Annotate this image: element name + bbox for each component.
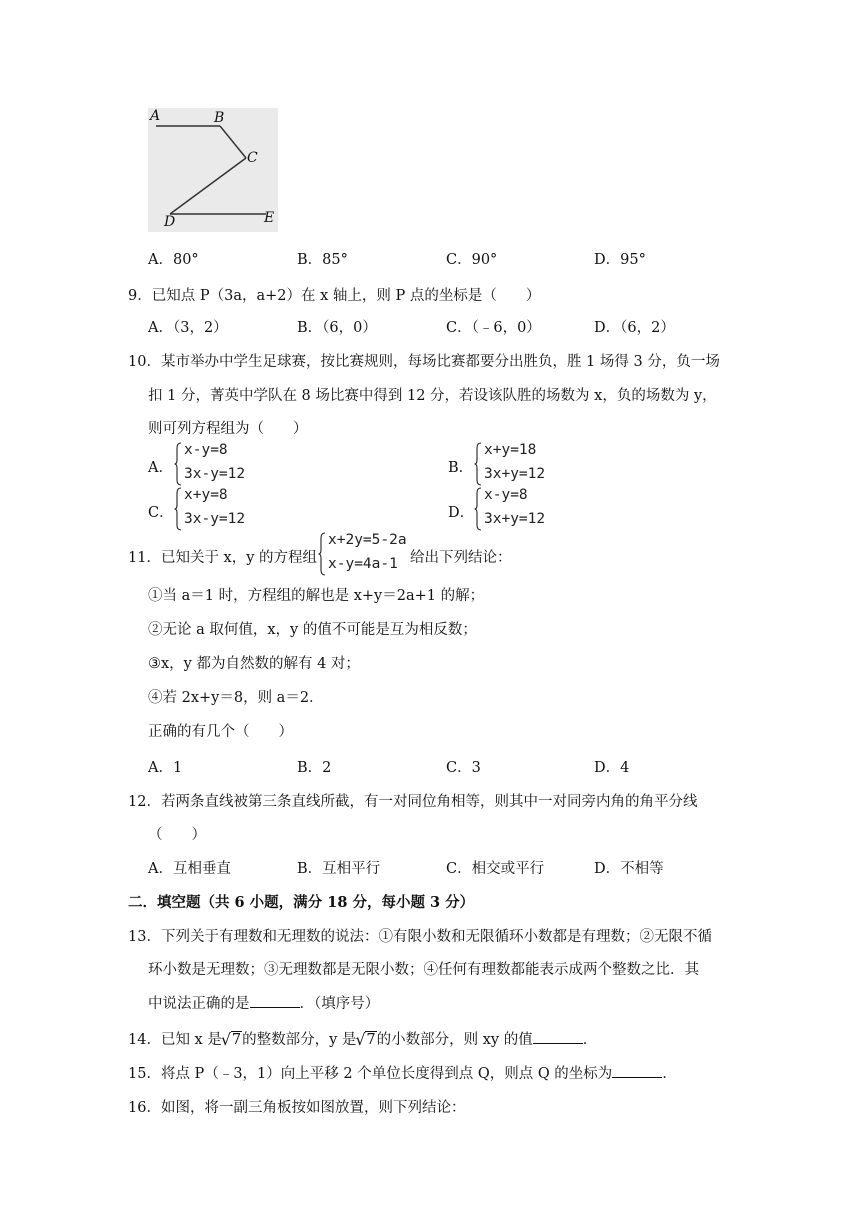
q12-line2: （ ）	[148, 827, 206, 843]
q8-option-b: B．85°	[297, 252, 348, 268]
q11-conclusion-4: ④若 2x+y＝8，则 a＝2．	[148, 690, 324, 706]
q10-option-c-label: C．	[148, 505, 174, 521]
label-A: A	[150, 108, 161, 124]
q14-text-d: ．	[582, 1032, 598, 1048]
equation: x+y=8	[184, 487, 228, 503]
q9-option-c: C．（﹣6，0）	[446, 320, 541, 336]
q9-option-b: B．（6，0）	[297, 320, 377, 336]
brace-icon	[318, 532, 326, 576]
brace-icon	[474, 442, 482, 486]
q11-option-b: B．2	[297, 760, 332, 776]
q10-option-c-system	[174, 487, 264, 531]
geometry-figure	[148, 108, 278, 232]
q13-line1: 13．下列关于有理数和无理数的说法：①有限小数和无限循环小数都是有理数；②无限不循	[128, 929, 712, 945]
q11-conclusion-2: ②无论 a 取何值，x，y 的值不可能是互为相反数；	[148, 622, 477, 638]
equation: 3x+y=12	[484, 511, 546, 527]
equation: x-y=8	[484, 487, 528, 503]
q10-line2: 扣 1 分，菁英中学队在 8 场比赛中得到 12 分，若设该队胜的场数为 x，负的场数为 y，	[148, 388, 717, 404]
equation: 3x+y=12	[484, 466, 546, 482]
q11-option-c: C．3	[446, 760, 481, 776]
sqrt-icon	[222, 1032, 242, 1048]
q8-option-a: A．80°	[148, 252, 199, 268]
label-C: C	[247, 150, 258, 166]
equation: x+y=18	[484, 442, 537, 458]
answer-blank[interactable]	[533, 1031, 583, 1044]
q11-system	[318, 532, 418, 576]
equation: 3x-y=12	[184, 466, 246, 482]
q8-option-d: D．95°	[594, 252, 646, 268]
q13-line3-text: 中说法正确的是	[148, 996, 250, 1012]
q12-option-a: A．互相垂直	[148, 861, 231, 877]
q10-option-d-system	[474, 487, 564, 531]
label-B: B	[214, 110, 225, 126]
q11-suffix: 给出下列结论：	[410, 550, 512, 566]
q13-line3-tail: ．（填序号）	[299, 996, 380, 1012]
answer-blank[interactable]	[612, 1065, 662, 1078]
q11-ask: 正确的有几个（ ）	[148, 724, 293, 740]
equation: x-y=8	[184, 442, 228, 458]
q11-conclusion-1: ①当 a＝1 时，方程组的解也是 x+y＝2a+1 的解；	[148, 588, 485, 604]
q12-option-b: B．互相平行	[297, 861, 381, 877]
q14-text-b: 的整数部分，y 是	[242, 1032, 357, 1048]
q10-option-a-label: A．	[148, 460, 173, 476]
q16-stem: 16．如图，将一副三角板按如图放置，则下列结论：	[128, 1100, 466, 1116]
q11-conclusion-3: ③x，y 都为自然数的解有 4 对；	[148, 656, 360, 672]
equation: x+2y=5-2a	[328, 532, 407, 548]
q10-option-b-label: B．	[448, 460, 474, 476]
radicand: 7	[366, 1032, 376, 1048]
q9-stem: 9．已知点 P（3a，a+2）在 x 轴上，则 P 点的坐标是（ ）	[128, 288, 541, 304]
q12-option-c: C．相交或平行	[446, 861, 545, 877]
q11-option-d: D．4	[594, 760, 630, 776]
q15-tail: ．	[662, 1066, 677, 1082]
q14-text-a: 14．已知 x 是	[128, 1032, 222, 1048]
q9-option-d: D．（6，2）	[594, 320, 675, 336]
q10-option-a-system	[174, 442, 264, 486]
brace-icon	[474, 487, 482, 531]
q13-line2: 环小数是无理数；③无理数都是无限小数；④任何有理数都能表示成两个整数之比．其	[148, 962, 699, 978]
q14-line	[128, 1028, 597, 1049]
sqrt-icon	[356, 1032, 376, 1048]
q13-line3	[148, 992, 379, 1013]
q8-option-c: C．90°	[446, 252, 498, 268]
q11-prefix: 11．已知关于 x，y 的方程组	[128, 550, 318, 566]
q11-option-a: A．1	[148, 760, 183, 776]
section-heading: 二．填空题（共 6 小题，满分 18 分，每小题 3 分）	[128, 894, 475, 911]
answer-blank[interactable]	[250, 995, 300, 1008]
brace-icon	[174, 442, 182, 486]
q15-text: 15．将点 P（﹣3，1）向上平移 2 个单位长度得到点 Q，则点 Q 的坐标为	[128, 1066, 613, 1082]
label-E: E	[264, 210, 275, 226]
q10-line3: 则可列方程组为（ ）	[148, 421, 308, 437]
q10-option-d-label: D．	[448, 505, 475, 521]
q9-option-a: A．（3，2）	[148, 320, 228, 336]
q12-line1: 12．若两条直线被第三条直线所截，有一对同位角相等，则其中一对同旁内角的角平分线	[128, 794, 698, 810]
radicand: 7	[231, 1032, 242, 1048]
equation: 3x-y=12	[184, 511, 246, 527]
q12-option-d: D．不相等	[594, 861, 664, 877]
q10-option-b-system	[474, 442, 564, 486]
equation: x-y=4a-1	[328, 556, 398, 572]
q15-line	[128, 1062, 677, 1083]
brace-icon	[174, 487, 182, 531]
q10-line1: 10．某市举办中学生足球赛，按比赛规则，每场比赛都要分出胜负，胜 1 场得 3 分，负一场	[128, 354, 720, 370]
label-D: D	[164, 214, 176, 230]
q14-text-c: 的小数部分，则 xy 的值	[376, 1032, 533, 1048]
